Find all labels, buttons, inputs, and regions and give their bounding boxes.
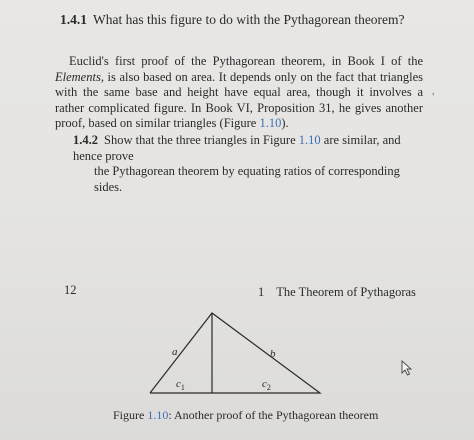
triangle-figure <box>140 305 330 400</box>
caption-prefix: Figure <box>113 408 148 422</box>
label-c1-subscript: 1 <box>180 383 185 392</box>
label-c1-letter: c <box>176 378 181 390</box>
chapter-number: 1 <box>258 285 265 299</box>
figure-link[interactable]: 1.10 <box>298 133 321 147</box>
label-c2 <box>262 378 271 392</box>
label-b: b <box>270 348 276 360</box>
figure-caption <box>113 408 378 423</box>
exercise-number: 1.4.2 <box>73 133 98 147</box>
exercise-number: 1.4.1 <box>60 12 87 27</box>
paragraph-text: Euclid's first proof of the Pythagorean theorem, in Book I of the <box>69 54 423 68</box>
label-c2-subscript: 2 <box>266 383 271 392</box>
margin-mark: , <box>432 86 435 97</box>
body-paragraph <box>55 54 423 132</box>
exercise-1-4-2 <box>73 133 413 195</box>
exercise-text: Show that the three triangles in Figure <box>104 133 299 147</box>
figure-link[interactable]: 1.10 <box>259 116 282 130</box>
chapter-title: The Theorem of Pythagoras <box>276 285 416 299</box>
mouse-pointer-icon <box>400 360 414 376</box>
caption-text: : Another proof of the Pythagorean theorem <box>168 408 379 422</box>
exercise-text: the Pythagorean theorem by equating ratios of corresponding sides. <box>94 164 400 194</box>
label-a: a <box>172 346 178 358</box>
paragraph-text: , is also based on area. It depends only on the fact that triangles with the same base and height have equal area, though it involves a rather complicated figure. In Book VI, Proposition 31, he gives another proof, based on similar triangles (Figure <box>55 69 423 130</box>
running-head <box>258 285 416 300</box>
exercise-text: are similar, and hence prove <box>73 133 401 163</box>
paragraph-text: ). <box>281 116 289 130</box>
page-number: 12 <box>64 283 77 297</box>
caption-figure-number: 1.10 <box>147 408 169 422</box>
exercise-1-4-1 <box>60 11 405 28</box>
label-c1 <box>176 378 185 392</box>
exercise-question: What has this figure to do with the Pythagorean theorem? <box>93 12 405 27</box>
label-c2-letter: c <box>262 378 267 390</box>
elements-title: Elements <box>55 69 101 84</box>
